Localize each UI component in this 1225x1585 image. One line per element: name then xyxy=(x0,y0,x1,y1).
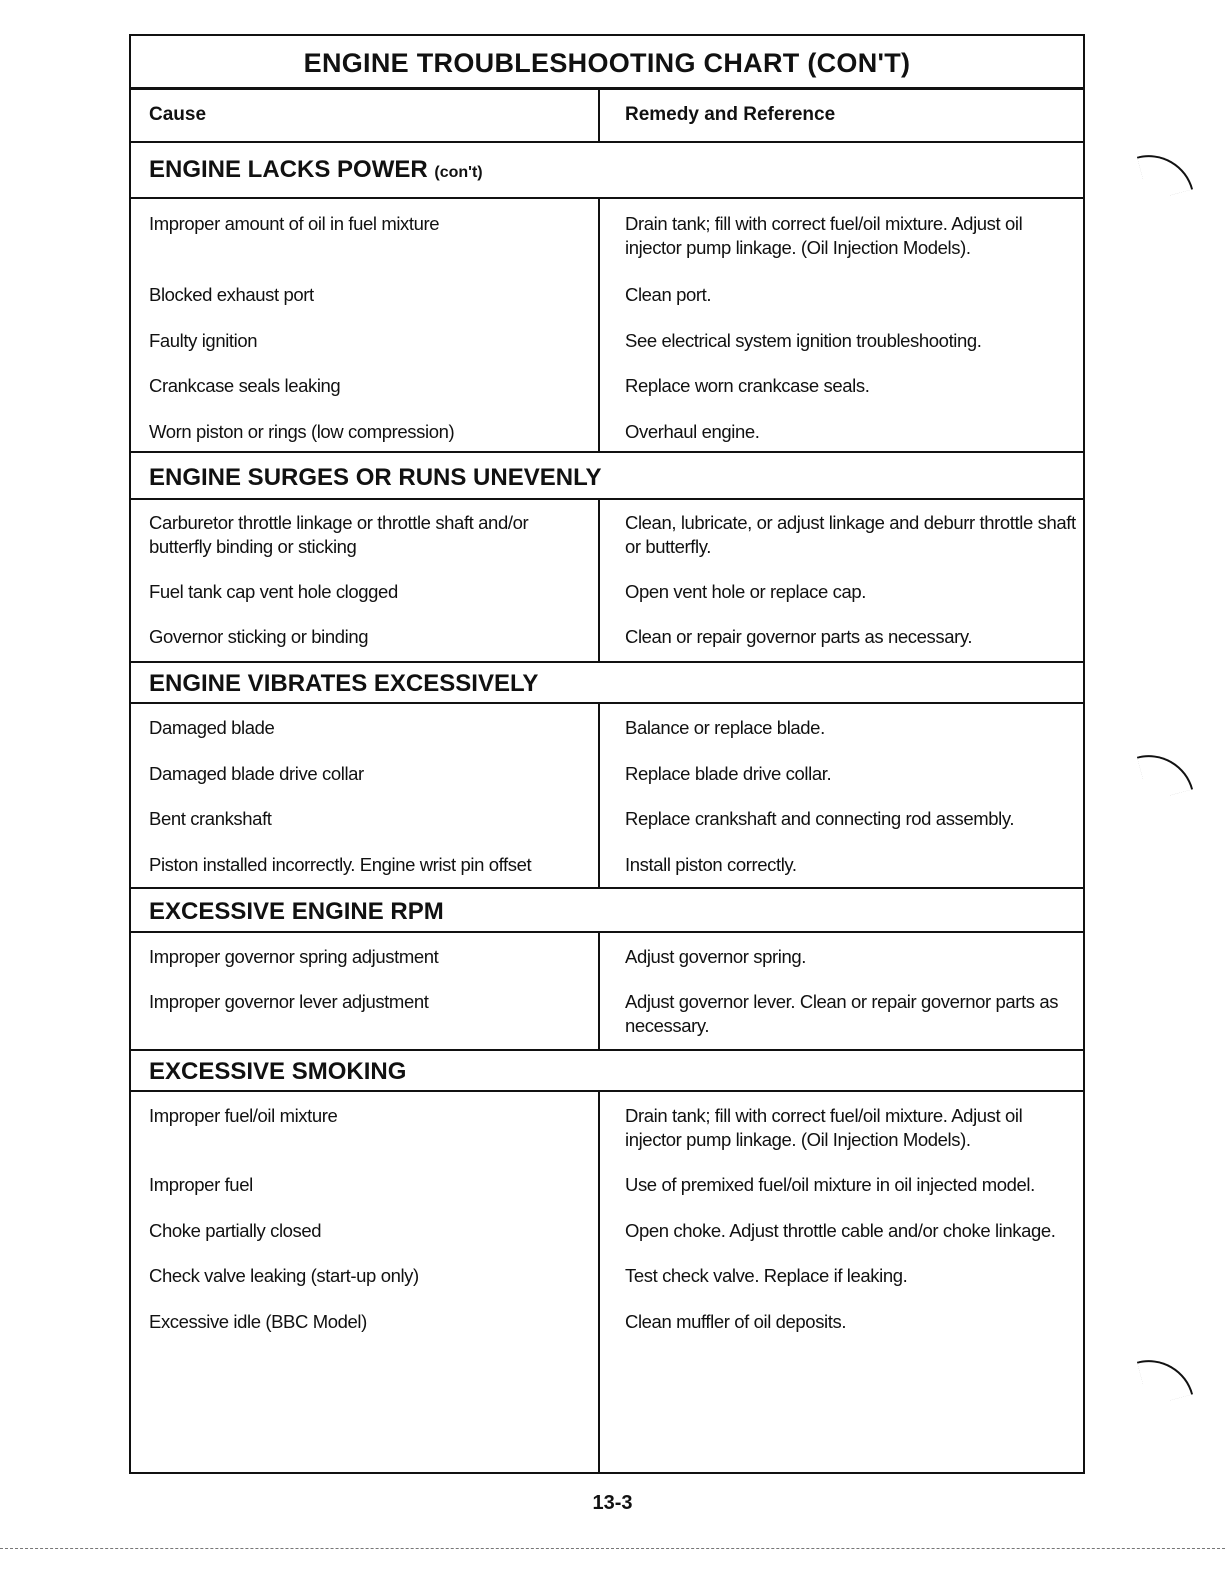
binder-hole-mark-icon xyxy=(1137,145,1193,201)
cause-text: Worn piston or rings (low compression) xyxy=(149,421,455,442)
column-divider xyxy=(598,90,600,142)
bottom-edge-rule xyxy=(0,1548,1225,1549)
remedy-text: Replace worn crankcase seals. xyxy=(625,375,870,396)
remedy-text: Open choke. Adjust throttle cable and/or choke linkage. xyxy=(625,1220,1056,1241)
remedy-text: Adjust governor spring. xyxy=(625,946,807,967)
remedy-text: Clean, lubricate, or adjust linkage and deburr throttle shaft or butterfly. xyxy=(625,512,1076,557)
section-title: EXCESSIVE ENGINE RPM xyxy=(149,898,444,925)
column-divider xyxy=(598,931,600,1051)
column-divider xyxy=(598,702,600,889)
rule xyxy=(131,1049,1083,1051)
rule xyxy=(131,1090,1083,1092)
remedy-text: Clean or repair governor parts as necessary. xyxy=(625,626,973,647)
remedy-text: Test check valve. Replace if leaking. xyxy=(625,1265,908,1286)
cause-text: Crankcase seals leaking xyxy=(149,375,341,396)
remedy-text: Use of premixed fuel/oil mixture in oil injected model. xyxy=(625,1174,1035,1195)
section-subtitle: (con't) xyxy=(434,164,483,181)
column-header-cause: Cause xyxy=(149,104,207,125)
cause-text: Damaged blade drive collar xyxy=(149,763,364,784)
remedy-text: See electrical system ignition troubleshooting. xyxy=(625,330,982,351)
chart-title: ENGINE TROUBLESHOOTING CHART (CON'T) xyxy=(131,36,1083,90)
remedy-text: Clean muffler of oil deposits. xyxy=(625,1311,847,1332)
section-title: ENGINE SURGES OR RUNS UNEVENLY xyxy=(149,464,602,491)
cause-text: Check valve leaking (start-up only) xyxy=(149,1265,419,1286)
remedy-text: Clean port. xyxy=(625,284,712,305)
remedy-text: Install piston correctly. xyxy=(625,854,797,875)
rule xyxy=(131,661,1083,663)
cause-text: Improper governor lever adjustment xyxy=(149,991,429,1012)
remedy-text: Replace crankshaft and connecting rod assembly. xyxy=(625,808,1015,829)
cause-text: Faulty ignition xyxy=(149,330,258,351)
rule xyxy=(131,702,1083,704)
column-header-remedy: Remedy and Reference xyxy=(625,104,836,125)
section-title: EXCESSIVE SMOKING xyxy=(149,1058,407,1085)
column-divider xyxy=(598,498,600,663)
section-title: ENGINE VIBRATES EXCESSIVELY xyxy=(149,670,539,697)
section-title xyxy=(131,156,1083,184)
rule xyxy=(131,197,1083,199)
cause-text: Choke partially closed xyxy=(149,1220,322,1241)
troubleshooting-chart xyxy=(129,34,1085,1474)
rule xyxy=(131,451,1083,453)
binder-hole-mark-icon xyxy=(1137,745,1193,801)
rule xyxy=(131,887,1083,889)
remedy-text: Balance or replace blade. xyxy=(625,717,825,738)
rule xyxy=(131,141,1083,143)
column-divider xyxy=(598,1090,600,1474)
remedy-text: Drain tank; fill with correct fuel/oil mixture. Adjust oil injector pump linkage. (Oil Injection Models). xyxy=(625,1105,1023,1150)
cause-text: Improper governor spring adjustment xyxy=(149,946,439,967)
cause-text: Governor sticking or binding xyxy=(149,626,369,647)
remedy-text: Adjust governor lever. Clean or repair governor parts as necessary. xyxy=(625,991,1059,1036)
remedy-text: Replace blade drive collar. xyxy=(625,763,832,784)
cause-text: Damaged blade xyxy=(149,717,275,738)
remedy-text: Open vent hole or replace cap. xyxy=(625,581,866,602)
cause-text: Improper amount of oil in fuel mixture xyxy=(149,213,440,234)
cause-text: Fuel tank cap vent hole clogged xyxy=(149,581,398,602)
remedy-text: Overhaul engine. xyxy=(625,421,760,442)
cause-text: Piston installed incorrectly. Engine wrist pin offset xyxy=(149,854,532,875)
section-title-text: ENGINE LACKS POWER xyxy=(149,156,428,183)
cause-text: Carburetor throttle linkage or throttle shaft and/or butterfly binding or sticking xyxy=(149,512,529,557)
cause-text: Improper fuel/oil mixture xyxy=(149,1105,338,1126)
cause-text: Improper fuel xyxy=(149,1174,253,1195)
column-divider xyxy=(598,197,600,453)
page-number: 13-3 xyxy=(592,1492,633,1514)
rule xyxy=(131,931,1083,933)
binder-hole-mark-icon xyxy=(1137,1350,1193,1406)
cause-text: Bent crankshaft xyxy=(149,808,272,829)
cause-text: Excessive idle (BBC Model) xyxy=(149,1311,367,1332)
rule xyxy=(131,498,1083,500)
cause-text: Blocked exhaust port xyxy=(149,284,314,305)
remedy-text: Drain tank; fill with correct fuel/oil mixture. Adjust oil injector pump linkage. (Oil Injection Models). xyxy=(625,213,1023,258)
